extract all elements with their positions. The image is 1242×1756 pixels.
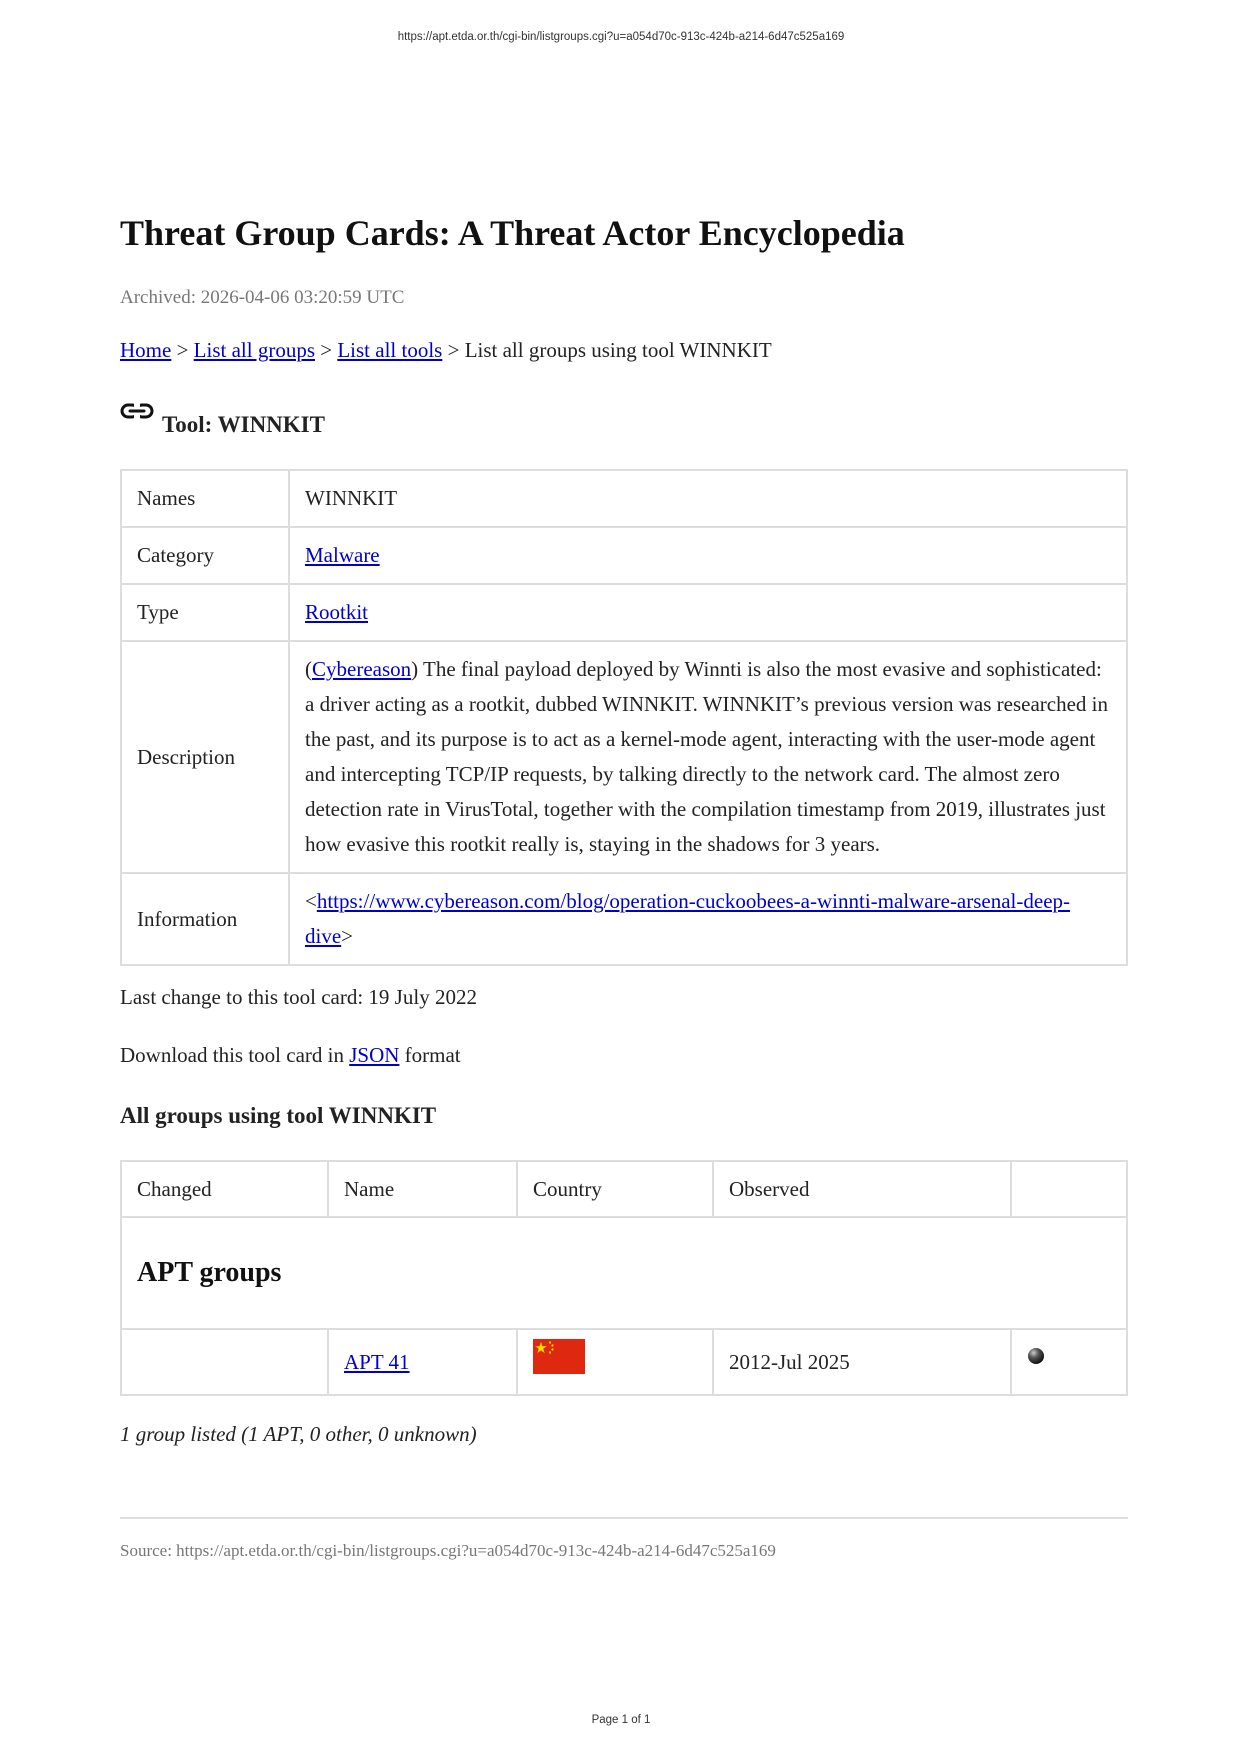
category-malware-link[interactable]: Malware — [305, 543, 380, 567]
table-row — [121, 873, 1127, 965]
column-header-country: Country — [517, 1161, 713, 1217]
type-label: Type — [121, 584, 289, 641]
groups-table — [120, 1160, 1128, 1396]
last-change-text: Last change to this tool card: 19 July 2022 — [120, 985, 477, 1009]
description-label: Description — [121, 641, 289, 873]
tool-info-table — [120, 469, 1128, 966]
table-row — [121, 584, 1127, 641]
column-header-changed: Changed — [121, 1161, 328, 1217]
group-observed-cell: 2012-Jul 2025 — [713, 1329, 1011, 1395]
link-icon — [120, 402, 154, 424]
table-header-row — [121, 1161, 1127, 1217]
information-close-bracket: > — [341, 924, 353, 948]
breadcrumb-home-link[interactable]: Home — [120, 338, 172, 362]
type-value — [289, 584, 1127, 641]
table-row — [121, 641, 1127, 873]
group-status-cell — [1011, 1329, 1127, 1395]
names-label: Names — [121, 470, 289, 527]
breadcrumb-separator: > — [320, 338, 333, 362]
description-open-paren: ( — [305, 657, 312, 681]
category-value — [289, 527, 1127, 584]
section-title-apt-groups: APT groups — [121, 1217, 1127, 1329]
type-rootkit-link[interactable]: Rootkit — [305, 600, 369, 624]
download-line — [120, 1043, 461, 1068]
breadcrumb-list-tools-link[interactable]: List all tools — [337, 338, 443, 362]
description-source-link[interactable]: Cybereason — [312, 657, 412, 681]
group-apt41-link[interactable]: APT 41 — [344, 1349, 410, 1374]
page-title: Threat Group Cards: A Threat Actor Encyclopedia — [120, 213, 905, 253]
group-country-cell — [517, 1329, 713, 1395]
table-row — [121, 470, 1127, 527]
section-row — [121, 1217, 1127, 1329]
archived-timestamp: Archived: 2026-04-06 03:20:59 UTC — [120, 287, 405, 308]
breadcrumb-separator: > — [176, 338, 189, 362]
names-value: WINNKIT — [289, 470, 1127, 527]
tool-heading-text: Tool: WINNKIT — [162, 412, 325, 437]
china-flag-icon — [533, 1339, 585, 1374]
breadcrumb-separator: > — [447, 338, 460, 362]
information-open-bracket: < — [305, 889, 317, 913]
table-row — [121, 527, 1127, 584]
download-suffix: format — [404, 1043, 461, 1067]
group-name-cell — [328, 1329, 517, 1395]
groups-heading: All groups using tool WINNKIT — [120, 1103, 437, 1128]
description-text: ) The final payload deployed by Winnti is also the most evasive and sophisticated: a driver acting as a rootkit, dubbed WINNKIT. WINNKIT’s previous version was researched in the past, and its purpose is to act as a kernel-mode agent, interacting with the user-mode agent and intercepting TCP/IP requests, by talking directly to the network card. The almost zero detection rate in VirusTotal, together with the compilation timestamp from 2019, illustrates just how evasive this rootkit really is, staying in the shadows for 3 years. — [305, 657, 1109, 856]
column-header-observed: Observed — [713, 1161, 1011, 1217]
group-changed-cell — [121, 1329, 328, 1395]
json-download-link[interactable]: JSON — [349, 1043, 400, 1067]
information-value — [289, 873, 1127, 965]
column-header-name: Name — [328, 1161, 517, 1217]
breadcrumb — [120, 338, 772, 363]
description-value — [289, 641, 1127, 873]
category-label: Category — [121, 527, 289, 584]
information-label: Information — [121, 873, 289, 965]
breadcrumb-list-groups-link[interactable]: List all groups — [193, 338, 315, 362]
information-link[interactable]: https://www.cybereason.com/blog/operation-cuckoobees-a-winnti-malware-arsenal-deep-dive — [305, 889, 1071, 948]
groups-summary: 1 group listed (1 APT, 0 other, 0 unknown) — [120, 1422, 477, 1446]
source-url: Source: https://apt.etda.or.th/cgi-bin/listgroups.cgi?u=a054d70c-913c-424b-a214-6d47c525a169 — [120, 1541, 776, 1560]
print-footer-page-number: Page 1 of 1 — [591, 1714, 651, 1726]
print-header-url: https://apt.etda.or.th/cgi-bin/listgroups.cgi?u=a054d70c-913c-424b-a214-6d47c525a169 — [397, 31, 845, 43]
column-header-status — [1011, 1161, 1127, 1217]
download-prefix: Download this tool card in — [120, 1043, 344, 1067]
table-row — [121, 1329, 1127, 1395]
footer-divider — [120, 1517, 1128, 1519]
breadcrumb-current: List all groups using tool WINNKIT — [464, 338, 772, 362]
black-ball-icon — [1027, 1347, 1045, 1365]
tool-heading — [120, 400, 325, 438]
